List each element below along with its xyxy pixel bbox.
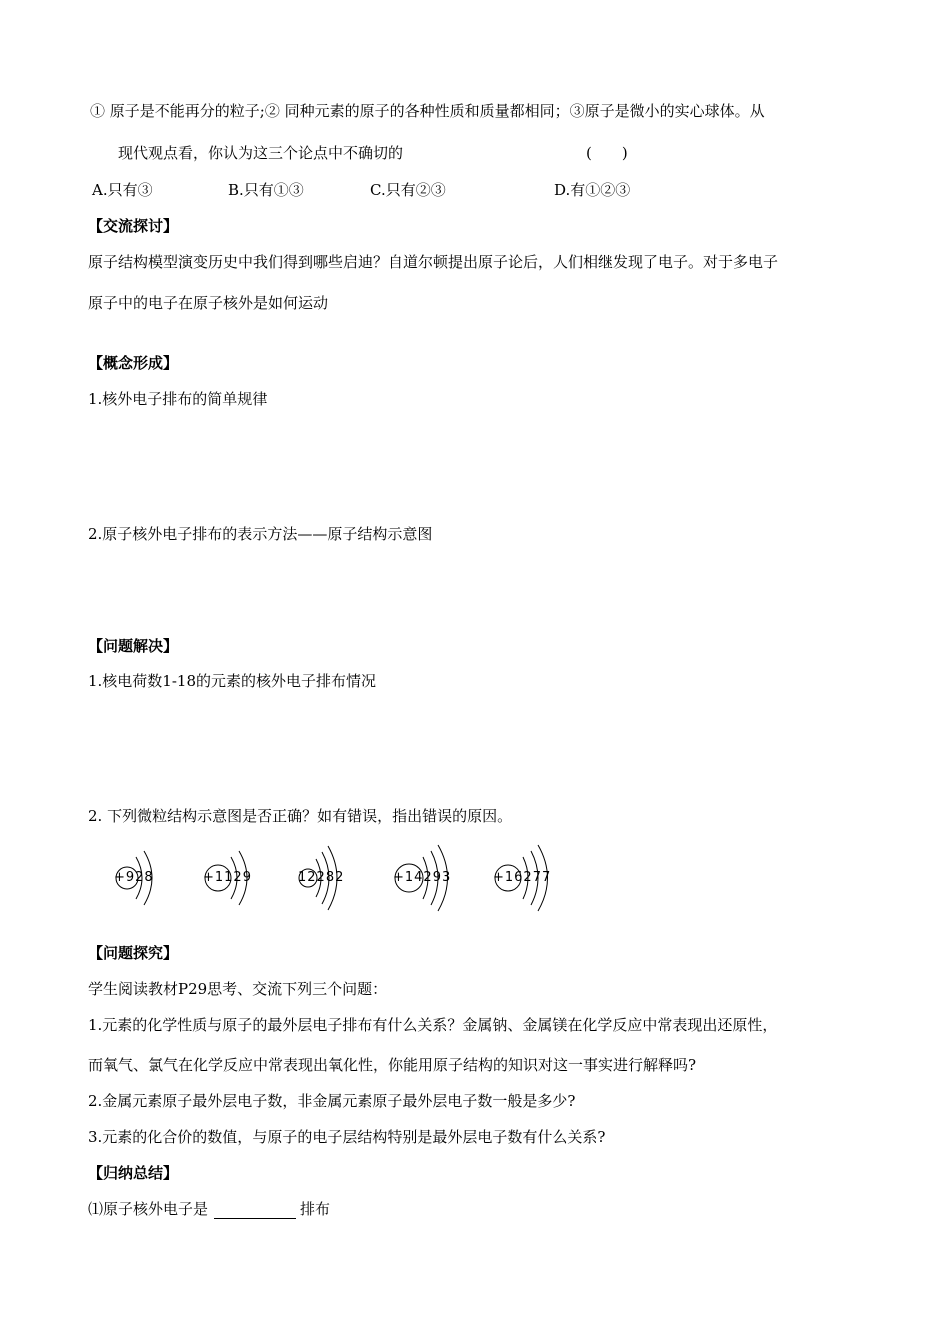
explore-question-3: 3.元素的化合价的数值，与原子的电子层结构特别是最外层电子数有什么关系? bbox=[88, 1128, 606, 1146]
atom-label: +928 bbox=[114, 870, 154, 885]
explore-heading: 【问题探究】 bbox=[88, 944, 179, 962]
atom-diagram-3 bbox=[298, 843, 388, 913]
atom-diagram-5 bbox=[493, 843, 583, 913]
summary-item-1 bbox=[88, 1199, 330, 1219]
atom-diagram-4 bbox=[393, 843, 483, 913]
summary-heading: 【归纳总结】 bbox=[88, 1164, 179, 1182]
concept-heading: 【概念形成】 bbox=[88, 354, 179, 372]
question-1-line-2: 现代观点看，你认为这三个论点中不确切的 bbox=[118, 144, 404, 162]
atom-diagram-1 bbox=[114, 843, 204, 913]
option-b: B.只有①③ bbox=[228, 181, 304, 199]
explore-question-1a: 1.元素的化学性质与原子的最外层电子排布有什么关系？金属钠、金属镁在化学反应中常表现出还原性， bbox=[88, 1016, 778, 1034]
explore-question-2: 2.金属元素原子最外层电子数，非金属元素原子最外层电子数一般是多少? bbox=[88, 1092, 576, 1110]
solve-item-1: 1.核电荷数1-18的元素的核外电子排布情况 bbox=[88, 672, 377, 690]
summary-item-1-prefix: ⑴原子核外电子是 bbox=[88, 1200, 209, 1218]
solve-item-2: 2. 下列微粒结构示意图是否正确？如有错误，指出错误的原因。 bbox=[88, 807, 513, 825]
concept-item-1: 1.核外电子排布的简单规律 bbox=[88, 390, 268, 408]
atom-label: +16277 bbox=[493, 870, 552, 885]
fill-in-blank[interactable] bbox=[214, 1202, 296, 1219]
explore-intro: 学生阅读教材P29思考、交流下列三个问题： bbox=[88, 980, 388, 998]
discuss-heading: 【交流探讨】 bbox=[88, 217, 179, 235]
atom-label: 12282 bbox=[298, 870, 345, 885]
explore-question-1b: 而氧气、氯气在化学反应中常表现出氧化性，你能用原子结构的知识对这一事实进行解释吗? bbox=[88, 1056, 697, 1074]
atom-label: +14293 bbox=[393, 870, 452, 885]
atom-diagram-2 bbox=[203, 843, 293, 913]
summary-item-1-suffix: 排布 bbox=[300, 1200, 331, 1218]
answer-bracket: ( ) bbox=[586, 144, 628, 162]
discuss-line-1: 原子结构模型演变历史中我们得到哪些启迪？自道尔顿提出原子论后，人们相继发现了电子。对于多电子 bbox=[88, 253, 779, 271]
question-1-line-1: ① 原子是不能再分的粒子;② 同种元素的原子的各种性质和质量都相同；③原子是微小的实心球体。从 bbox=[90, 102, 765, 120]
choice-options bbox=[92, 180, 692, 200]
solve-heading: 【问题解决】 bbox=[88, 637, 179, 655]
option-c: C.只有②③ bbox=[370, 181, 446, 199]
atom-label: +1129 bbox=[203, 870, 252, 885]
option-d: D.有①②③ bbox=[554, 181, 631, 199]
discuss-line-2: 原子中的电子在原子核外是如何运动 bbox=[88, 294, 329, 312]
option-a: A.只有③ bbox=[92, 181, 153, 199]
concept-item-2: 2.原子核外电子排布的表示方法——原子结构示意图 bbox=[88, 525, 433, 543]
